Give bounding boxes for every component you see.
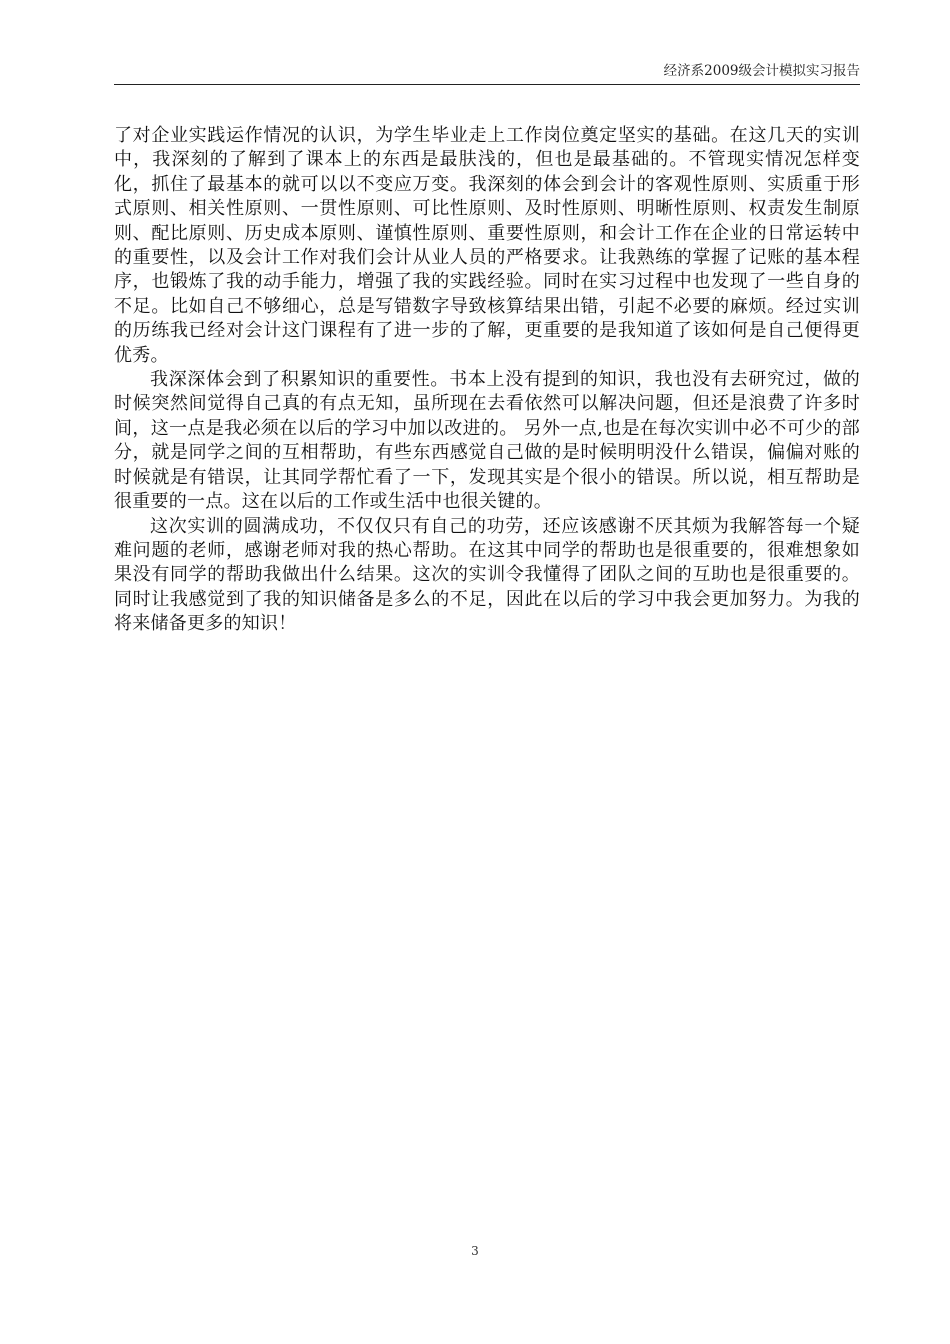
header-divider	[114, 84, 860, 85]
running-header: 经济系2009级会计模拟实习报告	[663, 63, 860, 79]
paragraph-knowledge: 我深深体会到了积累知识的重要性。书本上没有提到的知识，我也没有去研究过，做的时候突然间觉得自己真的有点无知，虽所现在去看依然可以解决问题，但还是浪费了许多时间，这一点是我必须在以后的学习中加以改进的。 另外一点,也是在每次实训中必不可少的部分，就是同学之间的互相帮助，有些东西感觉自己做的是时候明明没什么错误，偏偏对账的时候就是有错误，让其同学帮忙看了一下，发现其实是个很小的错误。所以说，相互帮助是很重要的一点。这在以后的工作或生活中也很关键的。	[114, 369, 860, 513]
page-number: 3	[471, 1244, 479, 1258]
report-body	[114, 124, 860, 637]
paragraph-continued: 了对企业实践运作情况的认识，为学生毕业走上工作岗位奠定坚实的基础。在这几天的实训中，我深刻的了解到了课本上的东西是最肤浅的，但也是最基础的。不管现实情况怎样变化，抓住了最基本的就可以以不变应万变。我深刻的体会到会计的客观性原则、实质重于形式原则、相关性原则、一贯性原则、可比性原则、及时性原则、明晰性原则、权责发生制原则、配比原则、历史成本原则、谨慎性原则、重要性原则，和会计工作在企业的日常运转中的重要性，以及会计工作对我们会计从业人员的严格要求。让我熟练的掌握了记账的基本程序，也锻炼了我的动手能力，增强了我的实践经验。同时在实习过程中也发现了一些自身的不足。比如自己不够细心，总是写错数字导致核算结果出错，引起不必要的麻烦。经过实训的历练我已经对会计这门课程有了进一步的了解，更重要的是我知道了该如何是自己便得更优秀。	[114, 125, 860, 366]
paragraph-conclusion: 这次实训的圆满成功，不仅仅只有自己的功劳，还应该感谢不厌其烦为我解答每一个疑难问题的老师，感谢老师对我的热心帮助。在这其中同学的帮助也是很重要的，很难想象如果没有同学的帮助我做出什么结果。这次的实训令我懂得了团队之间的互助也是很重要的。同时让我感觉到了我的知识储备是多么的不足，因此在以后的学习中我会更加努力。为我的将来储备更多的知识！	[114, 515, 860, 635]
